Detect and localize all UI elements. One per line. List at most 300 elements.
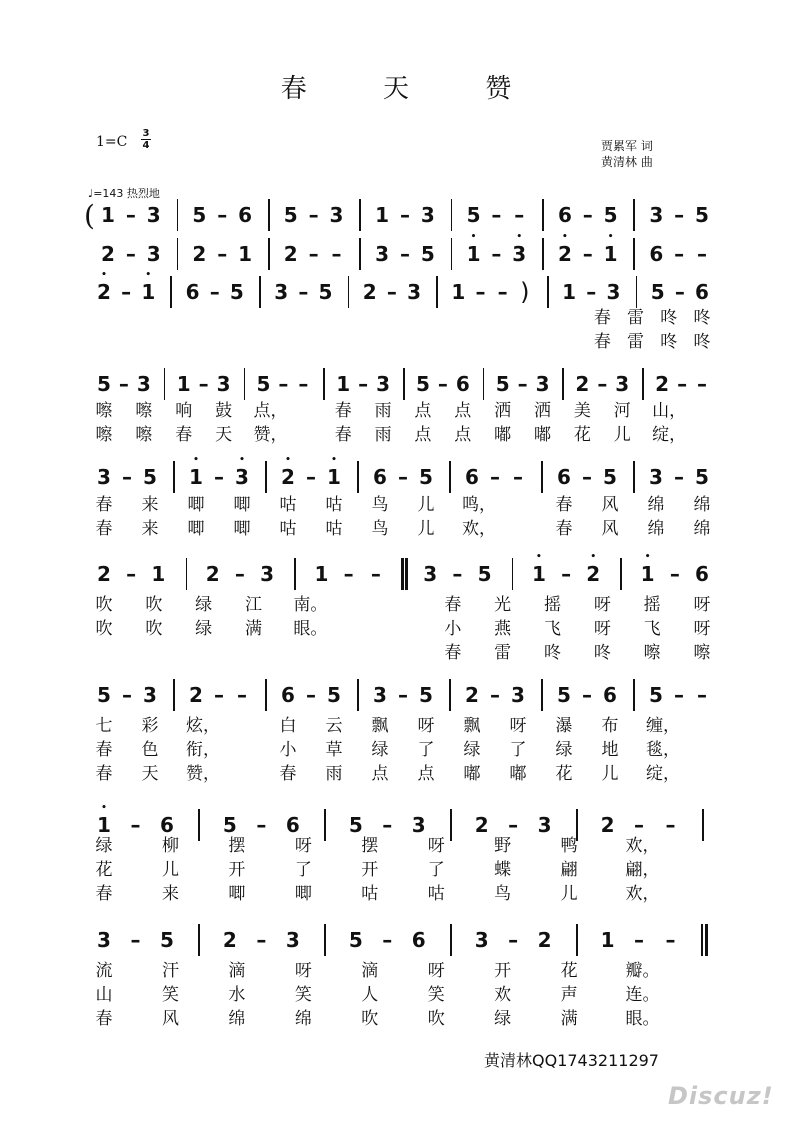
note: 5 bbox=[419, 683, 433, 707]
lyric-char: 绵 bbox=[647, 495, 665, 515]
dash-note: – bbox=[490, 465, 500, 489]
dash-note: – bbox=[452, 562, 463, 586]
dash-note: – bbox=[382, 928, 393, 952]
barline bbox=[359, 199, 361, 231]
lyric-char: 洒 bbox=[534, 401, 552, 421]
barline bbox=[324, 809, 326, 841]
barline bbox=[348, 276, 350, 308]
note: 3 bbox=[474, 928, 489, 952]
lyric-char: 呀 bbox=[593, 619, 611, 639]
lyric-char: 美 bbox=[573, 401, 591, 421]
repeat-open-paren: ( bbox=[84, 199, 95, 232]
note: 2 bbox=[474, 813, 489, 837]
lyric-char: 欢， bbox=[625, 884, 660, 904]
note: 6 bbox=[238, 203, 253, 227]
repeat-barline bbox=[405, 558, 408, 590]
lyric-char: 点 bbox=[414, 425, 432, 445]
lyric-char: 地 bbox=[601, 740, 619, 760]
lyric-char: 风 bbox=[161, 1009, 179, 1029]
note: 5 bbox=[415, 372, 430, 396]
dash-note: – bbox=[126, 562, 137, 586]
lyric-char: 衔， bbox=[186, 740, 220, 760]
note: 5 bbox=[557, 683, 571, 707]
lyric-char: 吹 bbox=[145, 595, 163, 615]
lyric-char: 唧 bbox=[233, 495, 251, 515]
lyric-char: 咚 bbox=[593, 643, 611, 663]
note: 1 bbox=[451, 280, 466, 304]
lyric-char: 翩， bbox=[625, 860, 660, 880]
note: 5 bbox=[159, 928, 174, 952]
lyric-char: 吹 bbox=[95, 619, 113, 639]
barline bbox=[512, 558, 514, 590]
note: 2 bbox=[283, 242, 298, 266]
lyric-char: 江 bbox=[245, 595, 262, 615]
note: 2 bbox=[222, 928, 237, 952]
lyric-char: 了 bbox=[427, 860, 445, 880]
lyric-char: 鸭 bbox=[560, 836, 578, 856]
note: 5 bbox=[327, 683, 341, 707]
note: 3 bbox=[97, 465, 111, 489]
note: 6 bbox=[695, 280, 709, 304]
note: 3 bbox=[606, 280, 621, 304]
lyric-char: 云 bbox=[325, 716, 343, 736]
dash-note: – bbox=[122, 683, 132, 707]
lyric-char: 摆 bbox=[228, 836, 246, 856]
dash-note: – bbox=[121, 280, 132, 304]
lyric-char: 嚓 bbox=[135, 401, 153, 421]
lyric-char: 飘 bbox=[371, 716, 389, 736]
barline bbox=[265, 461, 267, 493]
dash-note: – bbox=[256, 813, 267, 837]
lyric-char: 来 bbox=[141, 495, 159, 515]
lyric-char: 开 bbox=[494, 961, 512, 981]
note: 2 bbox=[192, 242, 207, 266]
dash-note: – bbox=[665, 813, 676, 837]
dash-note: – bbox=[582, 683, 592, 707]
lyric-char: 来 bbox=[161, 884, 179, 904]
lyric-char: 柳 bbox=[161, 836, 179, 856]
lyric-char: 了 bbox=[509, 740, 527, 760]
lyric-char: 水 bbox=[228, 985, 246, 1005]
lyric-char: 嘟 bbox=[534, 425, 552, 445]
note: 5 bbox=[256, 372, 271, 396]
lyric-char: 绿 bbox=[195, 595, 213, 615]
lyric-char: 呀 bbox=[294, 961, 312, 981]
dash-note: – bbox=[697, 372, 707, 396]
dash-note: – bbox=[209, 280, 220, 304]
note: 3 bbox=[146, 242, 161, 266]
dash-note: – bbox=[491, 203, 502, 227]
dash-note: – bbox=[118, 372, 129, 396]
barline bbox=[173, 679, 175, 711]
lyric-char: 笑 bbox=[427, 985, 445, 1005]
lyric-char: 声 bbox=[560, 985, 578, 1005]
barline bbox=[244, 368, 246, 400]
lyric-char: 绿 bbox=[371, 740, 389, 760]
note: 5 bbox=[318, 280, 333, 304]
lyric-char: 嘟 bbox=[509, 764, 527, 784]
dash-note: – bbox=[634, 928, 645, 952]
note: 3 bbox=[136, 372, 151, 396]
dash-note: – bbox=[125, 203, 136, 227]
lyric-char: 唧 bbox=[187, 495, 205, 515]
lyric-char: 绿 bbox=[195, 619, 213, 639]
barline bbox=[177, 238, 179, 270]
dash-note: – bbox=[237, 683, 247, 707]
note: 1 bbox=[336, 372, 351, 396]
note: 1 bbox=[238, 242, 253, 266]
barline bbox=[633, 679, 635, 711]
lyric-char: 光 bbox=[494, 595, 512, 615]
lyric-char: 眼。 bbox=[625, 1009, 660, 1029]
barline bbox=[633, 238, 635, 270]
lyric-char: 呀 bbox=[427, 961, 445, 981]
barline bbox=[198, 924, 200, 956]
note: 5 bbox=[495, 372, 510, 396]
dash-note: – bbox=[130, 813, 141, 837]
lyric-char: 绿 bbox=[494, 1009, 512, 1029]
dash-note: – bbox=[256, 928, 267, 952]
note: 3 bbox=[407, 280, 422, 304]
lyric-char: 花 bbox=[95, 860, 113, 880]
key-signature: 1=C bbox=[96, 134, 128, 150]
tempo-marking: ♩=143 热烈地 bbox=[88, 187, 160, 200]
repeat-close-paren: ) bbox=[520, 278, 530, 306]
note: 5 bbox=[229, 280, 244, 304]
lyric-char: 满 bbox=[245, 619, 262, 639]
note: 3 bbox=[285, 928, 300, 952]
dash-note: – bbox=[358, 372, 369, 396]
dash-note: – bbox=[586, 280, 597, 304]
lyric-char: 赞， bbox=[253, 425, 288, 445]
barline bbox=[633, 461, 635, 493]
lyric-char: 欢， bbox=[462, 519, 496, 539]
lyric-char: 春 bbox=[95, 495, 113, 515]
lyric-char: 欢 bbox=[494, 985, 512, 1005]
lyric-char: 儿 bbox=[161, 860, 179, 880]
dash-note: – bbox=[561, 562, 572, 586]
lyric-char: 吹 bbox=[95, 595, 113, 615]
dash-note: – bbox=[508, 813, 519, 837]
dash-note: – bbox=[697, 242, 707, 266]
barline bbox=[636, 276, 638, 308]
dash-note: – bbox=[582, 203, 593, 227]
note: • 1 bbox=[140, 280, 156, 304]
note: • 1 bbox=[96, 813, 112, 837]
barline bbox=[620, 558, 622, 590]
barline bbox=[483, 368, 485, 400]
barline bbox=[633, 199, 635, 231]
dash-note: – bbox=[306, 465, 316, 489]
watermark-logo: Discuz! bbox=[668, 1082, 774, 1110]
lyric-char: 儿 bbox=[560, 884, 578, 904]
dash-note: – bbox=[400, 203, 410, 227]
note: 3 bbox=[535, 372, 550, 396]
lyric-char: 炫， bbox=[186, 716, 220, 736]
lyric-char: 点 bbox=[454, 401, 472, 421]
lyric-char: 来 bbox=[141, 519, 159, 539]
lyric-char: 春 bbox=[555, 519, 573, 539]
lyric-char: 花 bbox=[555, 764, 573, 784]
lyric-char: 滴 bbox=[361, 961, 379, 981]
note: 5 bbox=[466, 203, 481, 227]
lyric-char: 风 bbox=[601, 519, 619, 539]
lyric-char: 绿 bbox=[555, 740, 573, 760]
note: • 1 bbox=[188, 465, 204, 489]
lyric-char: 雨 bbox=[374, 401, 392, 421]
lyric-char: 春 bbox=[334, 425, 352, 445]
note: • 2 bbox=[96, 280, 112, 304]
lyric-char: 吹 bbox=[145, 619, 163, 639]
lyric-char: 赞， bbox=[186, 764, 220, 784]
lyric-char: 春 bbox=[279, 764, 297, 784]
dash-note: – bbox=[343, 562, 354, 586]
lyric-char: 嚓 bbox=[643, 643, 661, 663]
note: 1 bbox=[314, 562, 329, 586]
lyric-char: 嘟 bbox=[463, 764, 481, 784]
lyric-char: 呀 bbox=[693, 619, 711, 639]
barline bbox=[403, 368, 405, 400]
lyric-char: 雷 bbox=[627, 332, 645, 352]
lyric-char: 山， bbox=[652, 401, 687, 421]
note: • 1 bbox=[466, 242, 482, 266]
lyric-char: 呀 bbox=[294, 836, 312, 856]
lyric-char: 毯， bbox=[646, 740, 680, 760]
lyric-char: 开 bbox=[228, 860, 246, 880]
lyric-char: 唧 bbox=[233, 519, 251, 539]
barline bbox=[450, 924, 452, 956]
lyric-char: 点 bbox=[454, 425, 472, 445]
dash-note: – bbox=[582, 242, 593, 266]
lyric-char: 雨 bbox=[374, 425, 392, 445]
lyric-char: 人 bbox=[361, 985, 379, 1005]
dash-note: – bbox=[298, 280, 309, 304]
lyric-char: 点 bbox=[414, 401, 432, 421]
note: 2 bbox=[575, 372, 590, 396]
lyric-char: 唧 bbox=[187, 519, 205, 539]
lyric-char: 了 bbox=[417, 740, 435, 760]
time-signature bbox=[140, 128, 152, 151]
lyric-char: 瀑 bbox=[555, 716, 573, 736]
lyric-char: 雨 bbox=[325, 764, 343, 784]
lyric-char: 天 bbox=[215, 425, 233, 445]
lyric-char: 摆 bbox=[361, 836, 379, 856]
lyric-char: 开 bbox=[361, 860, 379, 880]
lyric-char: 草 bbox=[325, 740, 343, 760]
end-repeat-barline bbox=[705, 924, 708, 956]
lyric-char: 咕 bbox=[427, 884, 445, 904]
dash-note: – bbox=[214, 465, 224, 489]
lyric-char: 蝶 bbox=[494, 860, 512, 880]
dash-note: – bbox=[665, 928, 676, 952]
note: 2 bbox=[600, 813, 615, 837]
note: 2 bbox=[537, 928, 552, 952]
lyric-char: 缠， bbox=[646, 716, 680, 736]
note: • 3 bbox=[511, 242, 527, 266]
note: 6 bbox=[185, 280, 200, 304]
barline bbox=[541, 679, 543, 711]
lyric-char: 飘 bbox=[463, 716, 481, 736]
dash-note: – bbox=[306, 683, 316, 707]
note: 3 bbox=[329, 203, 344, 227]
note: 6 bbox=[411, 928, 426, 952]
barline bbox=[451, 199, 453, 231]
page-title: 春 天 赞 bbox=[280, 74, 546, 104]
lyric-char: 绵 bbox=[693, 519, 711, 539]
lyric-char: 呀 bbox=[509, 716, 527, 736]
lyric-char: 春 bbox=[444, 643, 462, 663]
lyric-char: 南。 bbox=[293, 595, 328, 615]
dash-note: – bbox=[674, 683, 684, 707]
note: 2 bbox=[362, 280, 377, 304]
dash-note: – bbox=[217, 242, 228, 266]
dash-note: – bbox=[398, 465, 408, 489]
barline bbox=[268, 238, 270, 270]
lyric-char: 天 bbox=[141, 764, 159, 784]
lyric-char: 花 bbox=[560, 961, 578, 981]
lyric-char: 绿 bbox=[463, 740, 481, 760]
barline bbox=[547, 276, 549, 308]
dash-note: – bbox=[298, 372, 309, 396]
lyric-char: 白 bbox=[279, 716, 297, 736]
note: 3 bbox=[146, 203, 161, 227]
lyricist-credit: 贾累军 词 bbox=[601, 139, 653, 153]
dash-note: – bbox=[674, 203, 685, 227]
lyric-char: 咚 bbox=[660, 308, 678, 328]
note: 5 bbox=[143, 465, 157, 489]
note: 3 bbox=[649, 465, 663, 489]
lyric-char: 花 bbox=[573, 425, 591, 445]
dash-note: – bbox=[198, 372, 209, 396]
lyric-char: 小 bbox=[279, 740, 297, 760]
lyric-char: 小 bbox=[444, 619, 462, 639]
note: 5 bbox=[97, 372, 111, 396]
note: 2 bbox=[189, 683, 203, 707]
note: 5 bbox=[222, 813, 237, 837]
lyric-char: 儿 bbox=[417, 495, 435, 515]
note: 2 bbox=[101, 242, 115, 266]
note: 3 bbox=[373, 683, 387, 707]
lyric-char: 绵 bbox=[228, 1009, 246, 1029]
dash-note: – bbox=[674, 280, 685, 304]
lyric-char: 绿 bbox=[95, 836, 113, 856]
dash-note: – bbox=[308, 203, 319, 227]
note: 6 bbox=[695, 562, 709, 586]
lyric-char: 色 bbox=[141, 740, 159, 760]
dash-note: – bbox=[634, 813, 645, 837]
lyric-char: 吹 bbox=[361, 1009, 379, 1029]
lyric-char: 春 bbox=[175, 425, 193, 445]
lyric-char: 咕 bbox=[325, 519, 343, 539]
barline bbox=[177, 199, 179, 231]
lyric-char: 瓣。 bbox=[625, 961, 660, 981]
lyric-char: 嚓 bbox=[95, 401, 113, 421]
barline bbox=[449, 679, 451, 711]
lyric-char: 嚓 bbox=[135, 425, 153, 445]
barline bbox=[359, 238, 361, 270]
lyric-char: 鸣， bbox=[462, 495, 496, 515]
lyric-char: 布 bbox=[601, 716, 619, 736]
dash-note: – bbox=[669, 562, 680, 586]
barline bbox=[198, 809, 200, 841]
dash-note: – bbox=[122, 465, 132, 489]
lyric-char: 咕 bbox=[279, 519, 297, 539]
dash-note: – bbox=[514, 203, 525, 227]
lyric-char: 儿 bbox=[601, 764, 619, 784]
note: 5 bbox=[348, 928, 363, 952]
lyric-char: 绵 bbox=[647, 519, 665, 539]
dash-note: – bbox=[278, 372, 289, 396]
barline bbox=[324, 924, 326, 956]
lyric-char: 咚 bbox=[693, 332, 711, 352]
note: 6 bbox=[465, 465, 479, 489]
note: • 2 bbox=[557, 242, 573, 266]
note: 5 bbox=[650, 280, 665, 304]
note: 3 bbox=[423, 562, 438, 586]
dash-note: – bbox=[597, 372, 608, 396]
note: 5 bbox=[348, 813, 363, 837]
lyric-char: 咕 bbox=[361, 884, 379, 904]
lyric-char: 鸟 bbox=[371, 495, 389, 515]
note: 5 bbox=[419, 465, 433, 489]
lyric-char: 春 bbox=[95, 764, 113, 784]
lyric-char: 咕 bbox=[325, 495, 343, 515]
note: 6 bbox=[603, 683, 617, 707]
note: • 1 bbox=[603, 242, 619, 266]
dash-note: – bbox=[234, 562, 245, 586]
note: 3 bbox=[260, 562, 275, 586]
dash-note: – bbox=[130, 928, 141, 952]
dash-note: – bbox=[513, 465, 523, 489]
barline bbox=[576, 924, 578, 956]
note: 1 bbox=[562, 280, 577, 304]
composer-credit: 黄清林 曲 bbox=[601, 155, 653, 169]
dash-note: – bbox=[674, 242, 685, 266]
lyric-char: 绽， bbox=[652, 425, 687, 445]
lyric-char: 野 bbox=[494, 836, 512, 856]
note: • 3 bbox=[234, 465, 250, 489]
note: 2 bbox=[97, 562, 111, 586]
lyric-char: 鼓 bbox=[215, 401, 233, 421]
lyric-char: 笑 bbox=[161, 985, 179, 1005]
lyric-char: 春 bbox=[95, 740, 113, 760]
lyric-char: 春 bbox=[555, 495, 573, 515]
contact-info: 黄清林QQ1743211297 bbox=[484, 1051, 659, 1070]
lyric-char: 飞 bbox=[643, 619, 661, 639]
note: 5 bbox=[695, 465, 709, 489]
meter-top: 3 bbox=[142, 128, 150, 139]
lyric-char: 呀 bbox=[427, 836, 445, 856]
dash-note: – bbox=[475, 280, 486, 304]
lyric-char: 雷 bbox=[627, 308, 645, 328]
barline bbox=[542, 238, 544, 270]
note: 5 bbox=[695, 203, 709, 227]
lyric-char: 呀 bbox=[593, 595, 611, 615]
lyric-char: 春 bbox=[593, 332, 611, 352]
lyric-char: 咚 bbox=[544, 643, 561, 663]
lyric-char: 呀 bbox=[693, 595, 711, 615]
barline bbox=[357, 679, 359, 711]
dash-note: – bbox=[697, 683, 707, 707]
note: 3 bbox=[375, 242, 390, 266]
lyric-char: 满 bbox=[560, 1009, 578, 1029]
note: 6 bbox=[373, 465, 387, 489]
dash-note: – bbox=[491, 242, 502, 266]
note: 3 bbox=[537, 813, 552, 837]
lyric-char: 燕 bbox=[494, 619, 512, 639]
barline bbox=[450, 809, 452, 841]
dash-note: – bbox=[370, 562, 381, 586]
